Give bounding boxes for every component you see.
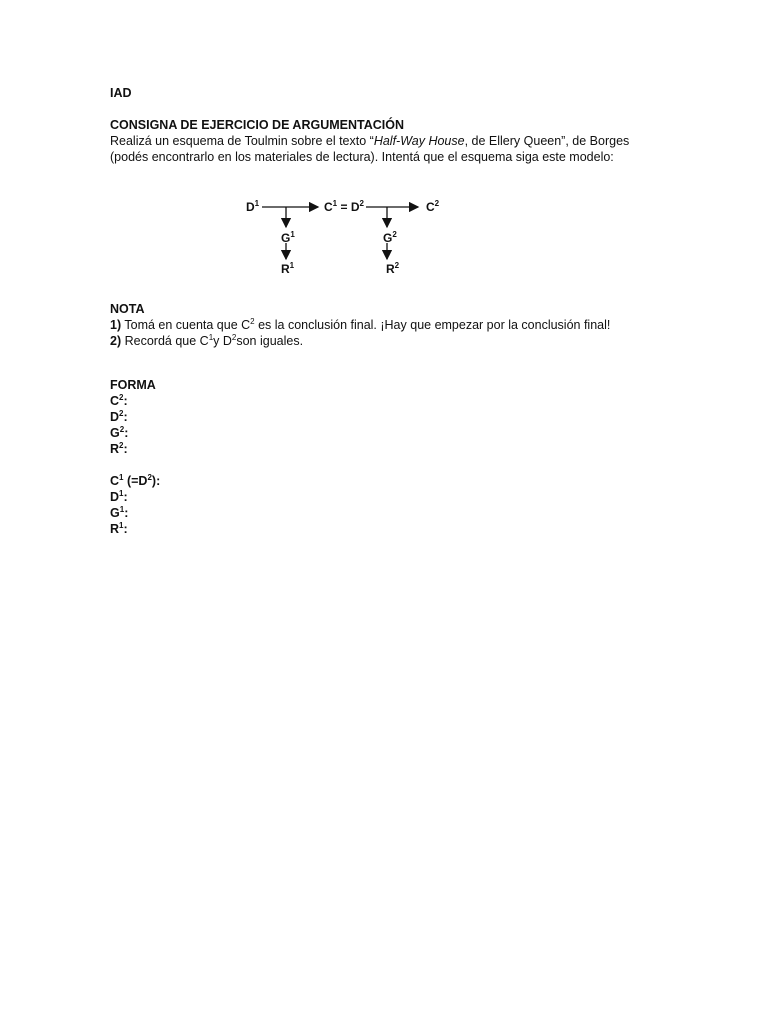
forma-item: $C^1$ $(=D^2)$:: [110, 473, 161, 488]
forma-item: $G^1$:: [110, 505, 129, 520]
forma-item: $D^2$:: [110, 409, 128, 424]
forma-group-2: [110, 393, 650, 457]
forma-item: $D^1$:: [110, 489, 128, 504]
book-title: Half-Way House: [373, 134, 465, 148]
consigna-line-1: Realizá un esquema de Toulmin sobre el texto “Half-Way House, de Ellery Queen”, de Borges: [110, 134, 630, 148]
node-g2: $G^2$: [383, 230, 397, 245]
toulmin-diagram: [110, 165, 650, 285]
forma-item: $C^2$:: [110, 393, 128, 408]
section-title-forma: FORMA: [110, 378, 156, 392]
forma-group-1: [110, 473, 650, 537]
forma-item: $R^1$:: [110, 521, 128, 536]
nota-item-1: 1) Tomá en cuenta que $C^2$ es la conclusión final. ¡Hay que empezar por la conclusión final!: [110, 317, 611, 332]
forma-item: $R^2$:: [110, 441, 128, 456]
section-title-nota: NOTA: [110, 302, 145, 316]
node-c1-d2: $C^1 = D^2$: [324, 199, 364, 214]
document-page: [110, 85, 650, 537]
node-c2: $C^2$: [426, 199, 440, 214]
nota-item-2: 2) Recordá que $C^1y$ $D^2son$ iguales.: [110, 333, 304, 348]
node-r2: $R^2$: [386, 261, 400, 276]
node-r1: $R^1$: [281, 261, 295, 276]
forma-item: $G^2$:: [110, 425, 129, 440]
diagram-arrows: [110, 165, 650, 285]
course-code: IAD: [110, 86, 132, 100]
section-title-consigna: CONSIGNA DE EJERCICIO DE ARGUMENTACIÓN: [110, 118, 405, 132]
node-g1: $G^1$: [281, 230, 295, 245]
node-d1: $D^1$: [246, 199, 260, 214]
consigna-line-2: (podés encontrarlo en los materiales de lectura). Intentá que el esquema siga este modelo:: [110, 150, 614, 164]
